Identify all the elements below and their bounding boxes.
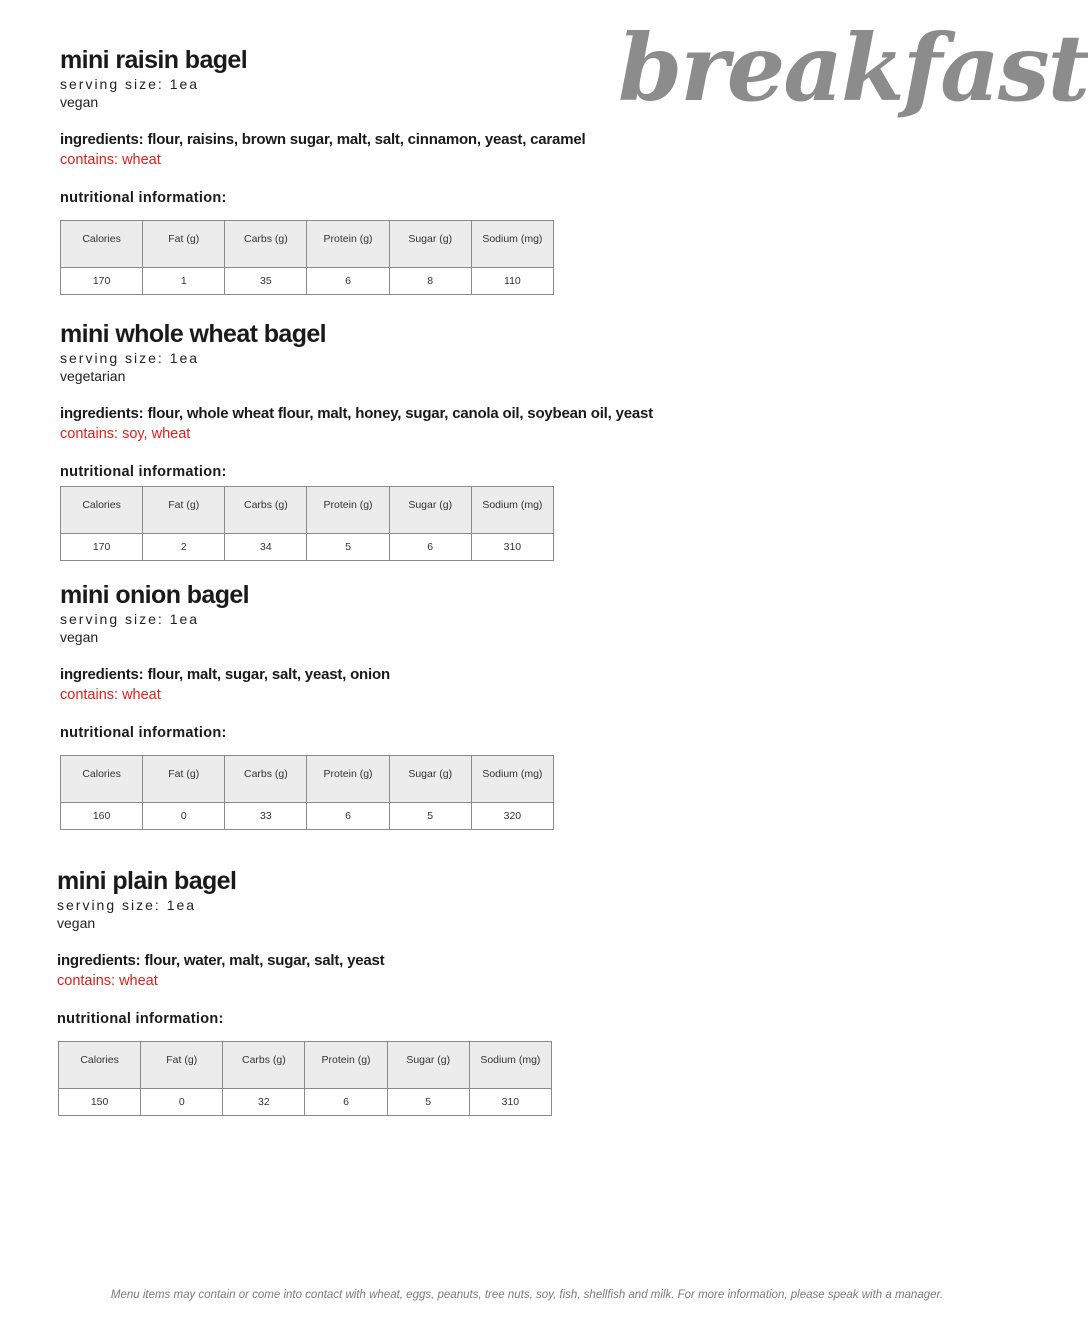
header-carbs: Carbs (g) (225, 487, 307, 534)
value-calories: 170 (61, 268, 143, 295)
nutrition-heading: nutritional information: (57, 1011, 224, 1027)
serving-size: serving size: 1ea (60, 611, 200, 627)
header-fat: Fat (g) (143, 221, 225, 268)
serving-size: serving size: 1ea (60, 76, 200, 92)
nutrition-heading: nutritional information: (60, 725, 227, 741)
allergen-contains: contains: soy, wheat (60, 426, 191, 442)
nutrition-heading: nutritional information: (60, 464, 227, 480)
value-sodium: 310 (469, 1089, 551, 1116)
nutrition-table (60, 755, 554, 830)
value-sugar: 5 (387, 1089, 469, 1116)
menu-item-whole-wheat-bagel (60, 319, 653, 561)
nutrition-value-row (59, 1089, 552, 1116)
header-sugar: Sugar (g) (389, 756, 471, 803)
value-carbs: 33 (225, 803, 307, 830)
nutrition-value-row (61, 534, 554, 561)
value-fat: 0 (141, 1089, 223, 1116)
nutrition-header-row (59, 1042, 552, 1089)
diet-label: vegetarian (60, 368, 126, 384)
header-calories: Calories (61, 487, 143, 534)
diet-label: vegan (60, 629, 99, 645)
ingredients-label: ingredients: (60, 405, 144, 422)
value-calories: 150 (59, 1089, 141, 1116)
ingredients-label: ingredients: (60, 666, 144, 683)
header-sodium: Sodium (mg) (469, 1042, 551, 1089)
value-protein: 6 (307, 803, 389, 830)
header-carbs: Carbs (g) (225, 756, 307, 803)
header-calories: Calories (61, 221, 143, 268)
allergen-contains: contains: wheat (60, 152, 161, 168)
allergen-contains: contains: wheat (57, 973, 158, 989)
header-calories: Calories (61, 756, 143, 803)
nutrition-table (60, 220, 554, 295)
value-sugar: 5 (389, 803, 471, 830)
ingredients-line (60, 404, 653, 423)
value-fat: 0 (143, 803, 225, 830)
nutrition-header-row (61, 221, 554, 268)
value-sodium: 110 (471, 268, 553, 295)
allergen-disclaimer: Menu items may contain or come into contact with wheat, eggs, peanuts, tree nuts, soy, fish, shellfish and milk. For more information, please speak with a manager. (110, 1289, 944, 1301)
ingredients-label: ingredients: (57, 952, 141, 969)
header-sodium: Sodium (mg) (471, 756, 553, 803)
serving-size: serving size: 1ea (57, 897, 197, 913)
menu-item-onion-bagel (60, 580, 554, 830)
diet-label: vegan (57, 915, 96, 931)
header-fat: Fat (g) (143, 756, 225, 803)
header-carbs: Carbs (g) (225, 221, 307, 268)
header-protein: Protein (g) (307, 487, 389, 534)
nutrition-value-row (61, 803, 554, 830)
value-protein: 6 (305, 1089, 387, 1116)
value-protein: 5 (307, 534, 389, 561)
ingredients-text: flour, water, malt, sugar, salt, yeast (144, 952, 385, 969)
ingredients-line (60, 130, 585, 149)
category-title: breakfast (618, 14, 1088, 122)
header-sugar: Sugar (g) (389, 487, 471, 534)
nutrition-header-row (61, 756, 554, 803)
header-sodium: Sodium (mg) (471, 221, 553, 268)
header-protein: Protein (g) (307, 221, 389, 268)
value-fat: 1 (143, 268, 225, 295)
serving-size: serving size: 1ea (60, 350, 200, 366)
item-title: mini raisin bagel (60, 46, 248, 74)
menu-item-plain-bagel (57, 866, 552, 1116)
value-carbs: 32 (223, 1089, 305, 1116)
value-fat: 2 (143, 534, 225, 561)
value-sugar: 8 (389, 268, 471, 295)
value-sugar: 6 (389, 534, 471, 561)
header-protein: Protein (g) (305, 1042, 387, 1089)
value-calories: 170 (61, 534, 143, 561)
header-calories: Calories (59, 1042, 141, 1089)
nutrition-table (60, 486, 554, 561)
diet-label: vegan (60, 94, 99, 110)
item-title: mini plain bagel (57, 867, 237, 895)
nutrition-heading: nutritional information: (60, 190, 227, 206)
ingredients-label: ingredients: (60, 131, 144, 148)
value-sodium: 310 (471, 534, 553, 561)
header-sodium: Sodium (mg) (471, 487, 553, 534)
value-calories: 160 (61, 803, 143, 830)
value-sodium: 320 (471, 803, 553, 830)
value-carbs: 35 (225, 268, 307, 295)
ingredients-line (60, 665, 554, 684)
ingredients-text: flour, whole wheat flour, malt, honey, sugar, canola oil, soybean oil, yeast (147, 405, 653, 422)
menu-item-raisin-bagel (60, 45, 585, 295)
header-sugar: Sugar (g) (389, 221, 471, 268)
header-fat: Fat (g) (143, 487, 225, 534)
allergen-contains: contains: wheat (60, 687, 161, 703)
value-protein: 6 (307, 268, 389, 295)
header-fat: Fat (g) (141, 1042, 223, 1089)
ingredients-text: flour, raisins, brown sugar, malt, salt, cinnamon, yeast, caramel (147, 131, 586, 148)
header-carbs: Carbs (g) (223, 1042, 305, 1089)
nutrition-table (58, 1041, 552, 1116)
ingredients-text: flour, malt, sugar, salt, yeast, onion (147, 666, 390, 683)
nutrition-value-row (61, 268, 554, 295)
ingredients-line (57, 951, 552, 970)
header-protein: Protein (g) (307, 756, 389, 803)
item-title: mini onion bagel (60, 581, 250, 609)
item-title: mini whole wheat bagel (60, 320, 327, 348)
nutrition-header-row (61, 487, 554, 534)
value-carbs: 34 (225, 534, 307, 561)
header-sugar: Sugar (g) (387, 1042, 469, 1089)
